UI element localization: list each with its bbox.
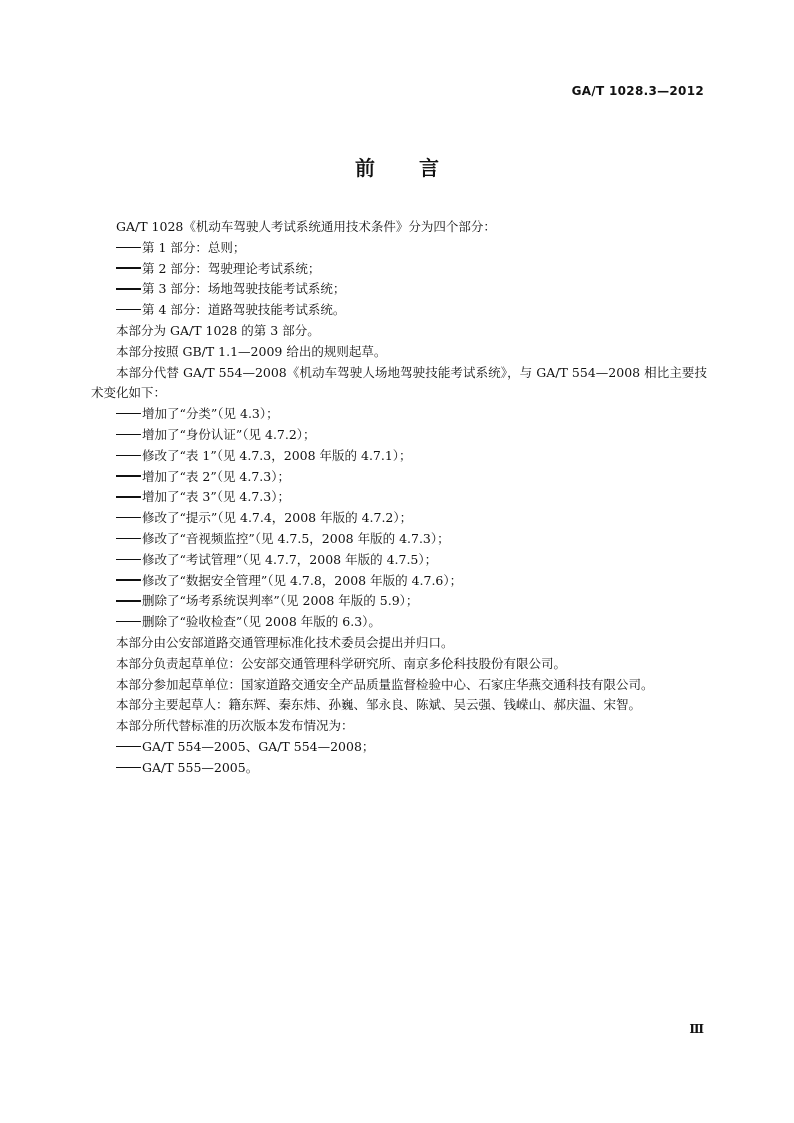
paragraph: 本部分按照 GB/T 1.1—2009 给出的规则起草。 (116, 343, 387, 359)
list-item-text: 增加了“表 3”（见 4.7.3）； (142, 489, 290, 505)
list-item (91, 487, 707, 508)
dash-mark (116, 621, 141, 622)
paragraph: 本部分由公安部道路交通管理标准化技术委员会提出并归口。 (116, 634, 454, 650)
list-item-text: GA/T 555—2005。 (142, 759, 259, 775)
list-item (91, 591, 707, 612)
dash-mark (116, 288, 141, 289)
list-item (91, 404, 707, 425)
list-item (91, 529, 707, 550)
dash-mark (116, 413, 141, 414)
dash-mark (116, 559, 141, 560)
dash-mark (116, 309, 141, 310)
paragraph: 本部分负责起草单位：公安部交通管理科学研究所、南京多伦科技股份有限公司。 (116, 655, 567, 671)
list-item-text: 删除了“场考系统误判率”（见 2008 年版的 5.9）； (142, 593, 419, 609)
foreword-body (91, 217, 707, 779)
dash-mark (116, 434, 141, 435)
list-item (91, 550, 707, 571)
dash-mark (116, 455, 141, 456)
paragraph: GA/T 1028《机动车驾驶人考试系统通用技术条件》分为四个部分： (116, 219, 496, 234)
list-item-text: 增加了“分类”（见 4.3）； (142, 406, 279, 422)
list-item-text: 增加了“身份认证”（见 4.7.2）； (142, 426, 316, 442)
dash-mark (116, 496, 141, 497)
list-item-text: 第 2 部分：驾驶理论考试系统； (142, 260, 321, 276)
dash-mark (116, 475, 141, 476)
dash-mark (116, 579, 141, 580)
list-item-text: 修改了“提示”（见 4.7.4，2008 年版的 4.7.2）； (142, 510, 413, 526)
dash-mark (116, 538, 141, 539)
list-item-text: 修改了“音视频监控”（见 4.7.5，2008 年版的 4.7.3）； (142, 530, 450, 546)
list-item (91, 300, 707, 321)
list-item-text: 删除了“验收检查”（见 2008 年版的 6.3）。 (142, 614, 381, 630)
paragraph: 本部分主要起草人：籍东辉、秦东炜、孙巍、邹永良、陈斌、吴云强、钱嵘山、郝庆温、宋智。 (116, 697, 642, 713)
list-item (91, 758, 707, 779)
list-item (91, 737, 707, 758)
list-item (91, 238, 707, 259)
list-item-text: 修改了“数据安全管理”（见 4.7.8，2008 年版的 4.7.6）； (142, 572, 463, 588)
list-item (91, 571, 707, 592)
list-item (91, 508, 707, 529)
list-item (91, 467, 707, 488)
list-item-text: 修改了“表 1”（见 4.7.3，2008 年版的 4.7.1）； (142, 447, 412, 463)
dash-mark (116, 267, 141, 268)
list-item-text: 增加了“表 2”（见 4.7.3）； (142, 468, 290, 484)
list-item (91, 425, 707, 446)
dash-mark (116, 746, 141, 747)
page-title: 前言 (355, 156, 483, 180)
list-item (91, 279, 707, 300)
list-item (91, 612, 707, 633)
list-item-text: 第 1 部分：总则； (142, 239, 246, 255)
paragraph: 本部分参加起草单位：国家道路交通安全产品质量监督检验中心、石家庄华燕交通科技有限公司。 (116, 676, 654, 692)
paragraph: 本部分代替 GA/T 554—2008《机动车驾驶人场地驾驶技能考试系统》，与 GA/T 554—2008 相比主要技术变化如下： (91, 364, 707, 401)
dash-mark (116, 247, 141, 248)
list-item-text: 第 4 部分：道路驾驶技能考试系统。 (142, 302, 346, 318)
standard-number: GA/T 1028.3—2012 (571, 84, 704, 98)
list-item-text: GA/T 554—2005、GA/T 554—2008； (142, 738, 375, 754)
list-item (91, 446, 707, 467)
list-item-text: 第 3 部分：场地驾驶技能考试系统； (142, 281, 346, 297)
list-item (91, 259, 707, 280)
dash-mark (116, 517, 141, 518)
dash-mark (116, 767, 141, 768)
paragraph: 本部分为 GA/T 1028 的第 3 部分。 (116, 322, 320, 338)
dash-mark (116, 600, 141, 601)
paragraph: 本部分所代替标准的历次版本发布情况为： (116, 718, 354, 734)
list-item-text: 修改了“考试管理”（见 4.7.7，2008 年版的 4.7.5）； (142, 551, 438, 567)
page-number: Ⅲ (689, 1022, 704, 1036)
